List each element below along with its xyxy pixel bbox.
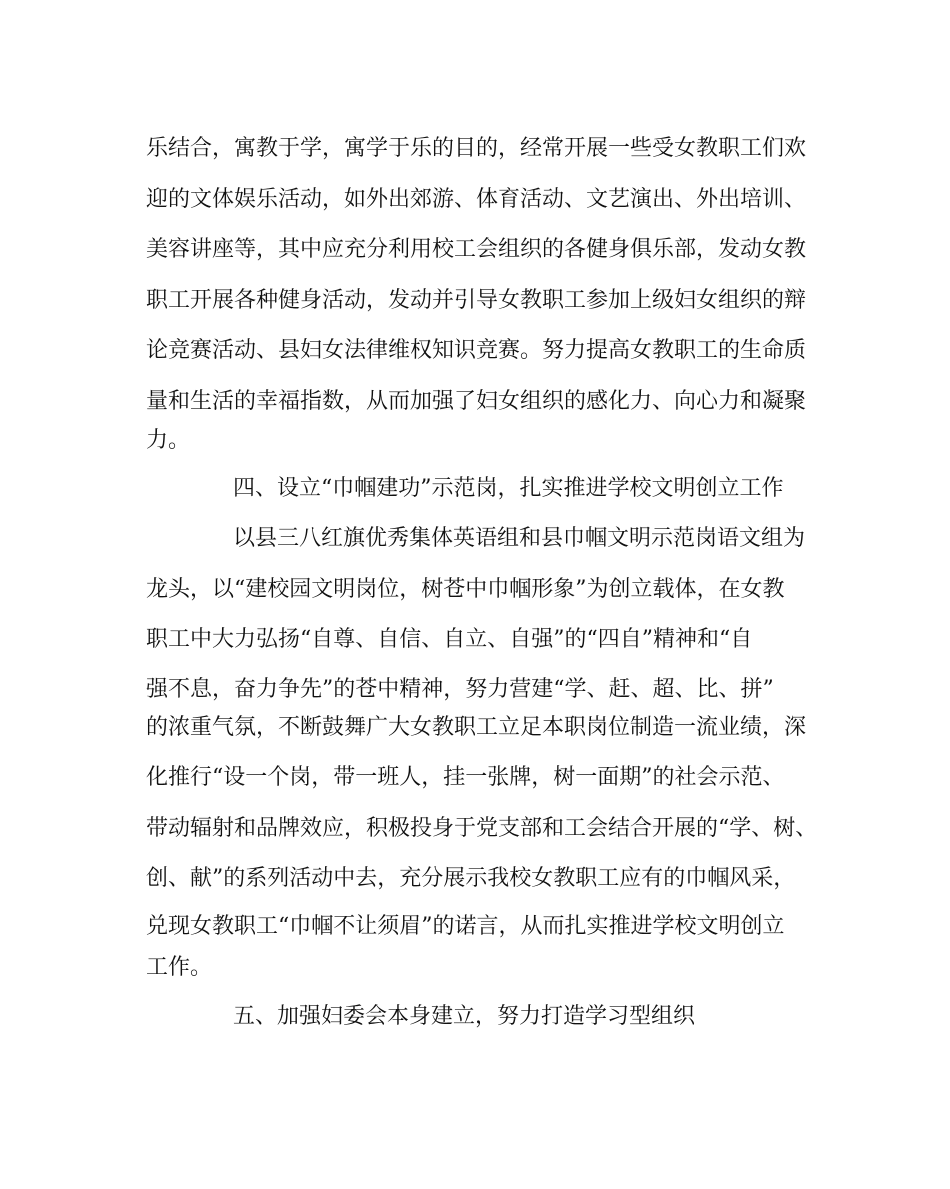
paragraph-line: 强不息，奋力争先”的苍中精神，努力营建“学、赶、超、比、拼” (146, 677, 774, 702)
paragraph-line: 的浓重气氛，不断鼓舞广大女教职工立足本职岗位制造一流业绩，深 (146, 715, 807, 740)
paragraph-line: 美容讲座等，其中应充分利用校工会组织的各健身俱乐部，发动女教 (146, 237, 807, 262)
section-heading: 五、加强妇委会本身建立，努力打造学习型组织 (233, 1004, 696, 1029)
paragraph-line: 职工中大力弘扬“自尊、自信、自立、自强”的“四自”精神和“自 (146, 627, 753, 652)
paragraph-line: 量和生活的幸福指数，从而加强了妇女组织的感化力、向心力和凝聚 (146, 389, 807, 414)
paragraph-line: 带动辐射和品牌效应，积极投身于党支部和工会结合开展的“学、树、 (146, 816, 818, 841)
paragraph-line: 力。 (146, 428, 191, 453)
paragraph-line: 兑现女教职工“巾帼不让须眉”的诺言，从而扎实推进学校文明创立 (146, 914, 785, 939)
section-heading: 四、设立“巾帼建功”示范岗，扎实推进学校文明创立工作 (233, 476, 784, 501)
paragraph-line: 乐结合，寓教于学，寓学于乐的目的，经常开展一些受女教职工们欢 (146, 136, 807, 161)
paragraph-line: 迎的文体娱乐活动，如外出郊游、体育活动、文艺演出、外出培训、 (146, 187, 807, 212)
paragraph-line: 职工开展各种健身活动，发动并引导女教职工参加上级妇女组织的辩 (146, 288, 807, 313)
paragraph-line: 以县三八红旗优秀集体英语组和县巾帼文明示范岗语文组为 (233, 526, 806, 551)
paragraph-line: 论竞赛活动、县妇女法律维权知识竞赛。努力提高女教职工的生命质 (146, 338, 807, 363)
paragraph-line: 工作。 (146, 955, 213, 980)
paragraph-line: 创、献”的系列活动中去，充分展示我校女教职工应有的巾帼风采， (146, 866, 796, 891)
paragraph-line: 龙头，以“建校园文明岗位，树苍中巾帼形象”为创立载体，在女教 (146, 577, 785, 602)
paragraph-line: 化推行“设一个岗，带一班人，挂一张牌，树一面期”的社会示范、 (146, 765, 785, 790)
